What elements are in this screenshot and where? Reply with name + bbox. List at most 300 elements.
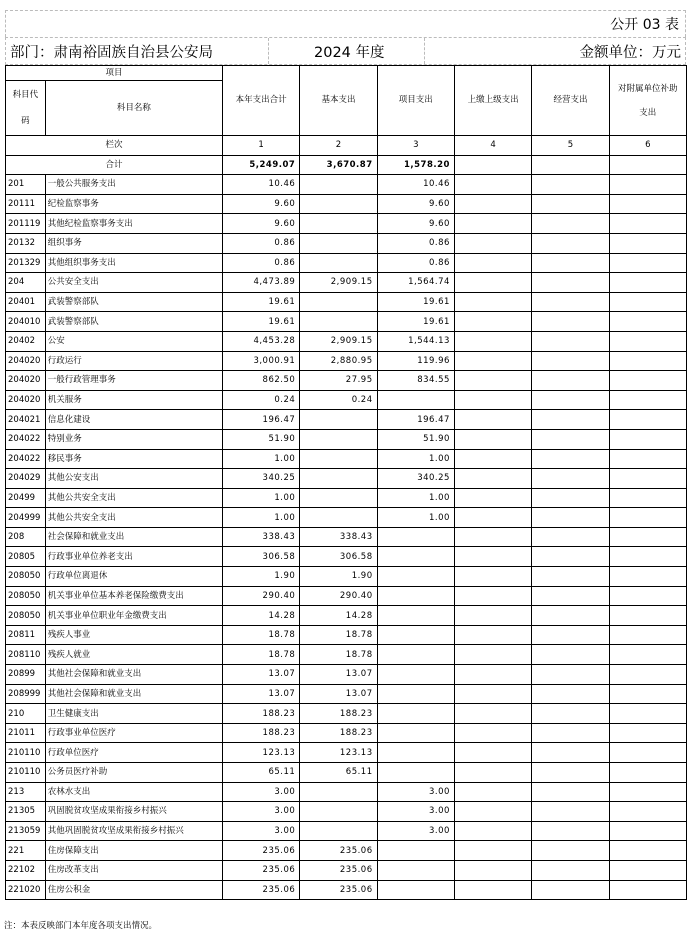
table-row bbox=[6, 880, 687, 900]
row-superior bbox=[454, 743, 531, 763]
row-subsidy bbox=[609, 469, 686, 489]
row-total: 235.06 bbox=[222, 880, 299, 900]
row-business bbox=[532, 488, 609, 508]
subject-code: 201329 bbox=[6, 253, 46, 273]
subject-name: 其他组织事务支出 bbox=[45, 253, 222, 273]
row-superior bbox=[454, 763, 531, 783]
row-total: 18.78 bbox=[222, 645, 299, 665]
header-total: 本年支出合计 bbox=[222, 66, 299, 136]
row-superior bbox=[454, 233, 531, 253]
row-business bbox=[532, 723, 609, 743]
table-row bbox=[6, 312, 687, 332]
row-superior bbox=[454, 312, 531, 332]
row-total: 19.61 bbox=[222, 292, 299, 312]
row-subsidy bbox=[609, 351, 686, 371]
row-subsidy bbox=[609, 645, 686, 665]
subject-code: 204020 bbox=[6, 371, 46, 391]
subject-code: 204999 bbox=[6, 508, 46, 528]
row-total: 196.47 bbox=[222, 410, 299, 430]
row-superior bbox=[454, 194, 531, 214]
row-superior bbox=[454, 469, 531, 489]
row-superior bbox=[454, 645, 531, 665]
row-basic: 188.23 bbox=[300, 723, 377, 743]
table-row bbox=[6, 410, 687, 430]
table-row bbox=[6, 645, 687, 665]
row-business bbox=[532, 841, 609, 861]
row-subsidy bbox=[609, 841, 686, 861]
row-basic bbox=[300, 488, 377, 508]
row-project bbox=[377, 547, 454, 567]
row-basic bbox=[300, 175, 377, 195]
subject-name: 一般公共服务支出 bbox=[45, 175, 222, 195]
row-total: 1.00 bbox=[222, 449, 299, 469]
table-row bbox=[6, 449, 687, 469]
row-project: 1,564.74 bbox=[377, 273, 454, 293]
row-superior bbox=[454, 665, 531, 685]
subject-code: 210110 bbox=[6, 763, 46, 783]
row-superior bbox=[454, 860, 531, 880]
index-cell: 3 bbox=[377, 136, 454, 156]
table-row bbox=[6, 547, 687, 567]
row-business bbox=[532, 743, 609, 763]
subject-name: 其他巩固脱贫攻坚成果衔接乡村振兴 bbox=[45, 821, 222, 841]
subject-name: 其他公共安全支出 bbox=[45, 488, 222, 508]
subject-code: 20111 bbox=[6, 194, 46, 214]
row-superior bbox=[454, 292, 531, 312]
expenditure-table bbox=[5, 65, 687, 900]
row-basic: 2,909.15 bbox=[300, 331, 377, 351]
subject-code: 204010 bbox=[6, 312, 46, 332]
subject-code: 208999 bbox=[6, 684, 46, 704]
row-project bbox=[377, 763, 454, 783]
subject-code: 210 bbox=[6, 704, 46, 724]
row-subsidy bbox=[609, 410, 686, 430]
row-basic: 188.23 bbox=[300, 704, 377, 724]
header-project-expenditure: 项目支出 bbox=[377, 66, 454, 136]
row-business bbox=[532, 233, 609, 253]
table-row bbox=[6, 351, 687, 371]
subject-code: 213 bbox=[6, 782, 46, 802]
subject-code: 204020 bbox=[6, 390, 46, 410]
header-code-line2: 码 bbox=[21, 116, 30, 126]
row-total: 4,453.28 bbox=[222, 331, 299, 351]
table-row bbox=[6, 488, 687, 508]
row-subsidy bbox=[609, 527, 686, 547]
subject-name: 纪检监察事务 bbox=[45, 194, 222, 214]
row-superior bbox=[454, 606, 531, 626]
row-basic: 13.07 bbox=[300, 684, 377, 704]
row-total: 235.06 bbox=[222, 860, 299, 880]
row-business bbox=[532, 684, 609, 704]
row-subsidy bbox=[609, 723, 686, 743]
row-subsidy bbox=[609, 704, 686, 724]
table-row bbox=[6, 743, 687, 763]
row-basic bbox=[300, 410, 377, 430]
subject-code: 208050 bbox=[6, 586, 46, 606]
subject-name: 武装警察部队 bbox=[45, 312, 222, 332]
row-subsidy bbox=[609, 253, 686, 273]
row-superior bbox=[454, 880, 531, 900]
subject-name: 行政事业单位医疗 bbox=[45, 723, 222, 743]
header-subsidy-line2: 支出 bbox=[639, 107, 657, 118]
row-project: 119.96 bbox=[377, 351, 454, 371]
row-basic bbox=[300, 233, 377, 253]
row-subsidy bbox=[609, 449, 686, 469]
row-total: 0.86 bbox=[222, 233, 299, 253]
row-subsidy bbox=[609, 625, 686, 645]
row-total: 123.13 bbox=[222, 743, 299, 763]
row-superior bbox=[454, 331, 531, 351]
row-subsidy bbox=[609, 860, 686, 880]
subject-name: 残疾人就业 bbox=[45, 645, 222, 665]
row-subsidy bbox=[609, 782, 686, 802]
row-business bbox=[532, 214, 609, 234]
row-business bbox=[532, 331, 609, 351]
row-project: 3.00 bbox=[377, 821, 454, 841]
header-subsidy-line1: 对附属单位补助 bbox=[618, 83, 678, 94]
row-superior bbox=[454, 214, 531, 234]
table-row bbox=[6, 841, 687, 861]
row-basic: 338.43 bbox=[300, 527, 377, 547]
header-business: 经营支出 bbox=[532, 66, 609, 136]
row-business bbox=[532, 292, 609, 312]
row-business bbox=[532, 351, 609, 371]
row-superior bbox=[454, 841, 531, 861]
row-business bbox=[532, 625, 609, 645]
subject-name: 公务员医疗补助 bbox=[45, 763, 222, 783]
row-basic: 65.11 bbox=[300, 763, 377, 783]
row-basic bbox=[300, 821, 377, 841]
subject-name: 巩固脱贫攻坚成果衔接乡村振兴 bbox=[45, 802, 222, 822]
table-row bbox=[6, 429, 687, 449]
row-subsidy bbox=[609, 371, 686, 391]
row-superior bbox=[454, 508, 531, 528]
subject-code: 204022 bbox=[6, 429, 46, 449]
table-row bbox=[6, 175, 687, 195]
index-cell: 6 bbox=[609, 136, 686, 156]
row-total: 3,000.91 bbox=[222, 351, 299, 371]
row-basic bbox=[300, 469, 377, 489]
table-row bbox=[6, 625, 687, 645]
row-basic: 235.06 bbox=[300, 860, 377, 880]
subject-name: 机关服务 bbox=[45, 390, 222, 410]
table-row bbox=[6, 253, 687, 273]
row-business bbox=[532, 194, 609, 214]
subject-code: 204021 bbox=[6, 410, 46, 430]
subject-name: 其他纪检监察事务支出 bbox=[45, 214, 222, 234]
row-subsidy bbox=[609, 586, 686, 606]
total-subsidy bbox=[609, 155, 686, 175]
table-row bbox=[6, 802, 687, 822]
report-page bbox=[5, 10, 686, 900]
row-subsidy bbox=[609, 273, 686, 293]
total-project: 1,578.20 bbox=[377, 155, 454, 175]
row-basic: 14.28 bbox=[300, 606, 377, 626]
row-total: 340.25 bbox=[222, 469, 299, 489]
row-business bbox=[532, 312, 609, 332]
row-total: 306.58 bbox=[222, 547, 299, 567]
row-business bbox=[532, 390, 609, 410]
row-business bbox=[532, 371, 609, 391]
row-subsidy bbox=[609, 880, 686, 900]
row-business bbox=[532, 273, 609, 293]
row-subsidy bbox=[609, 194, 686, 214]
row-business bbox=[532, 763, 609, 783]
row-basic: 2,880.95 bbox=[300, 351, 377, 371]
row-project bbox=[377, 704, 454, 724]
table-row bbox=[6, 233, 687, 253]
row-superior bbox=[454, 802, 531, 822]
row-basic bbox=[300, 253, 377, 273]
total-superior bbox=[454, 155, 531, 175]
row-total: 9.60 bbox=[222, 214, 299, 234]
table-row bbox=[6, 723, 687, 743]
row-business bbox=[532, 508, 609, 528]
row-project: 0.86 bbox=[377, 253, 454, 273]
index-label: 栏次 bbox=[6, 136, 223, 156]
total-basic: 3,670.87 bbox=[300, 155, 377, 175]
row-total: 10.46 bbox=[222, 175, 299, 195]
table-row bbox=[6, 586, 687, 606]
row-total: 51.90 bbox=[222, 429, 299, 449]
row-project bbox=[377, 665, 454, 685]
row-subsidy bbox=[609, 331, 686, 351]
row-business bbox=[532, 253, 609, 273]
row-superior bbox=[454, 273, 531, 293]
row-total: 13.07 bbox=[222, 684, 299, 704]
index-cell: 1 bbox=[222, 136, 299, 156]
row-total: 13.07 bbox=[222, 665, 299, 685]
table-row bbox=[6, 273, 687, 293]
row-project: 1.00 bbox=[377, 488, 454, 508]
row-business bbox=[532, 880, 609, 900]
row-subsidy bbox=[609, 547, 686, 567]
row-subsidy bbox=[609, 802, 686, 822]
row-business bbox=[532, 665, 609, 685]
row-project: 0.86 bbox=[377, 233, 454, 253]
row-business bbox=[532, 645, 609, 665]
row-total: 4,473.89 bbox=[222, 273, 299, 293]
row-basic bbox=[300, 508, 377, 528]
subject-code: 201119 bbox=[6, 214, 46, 234]
row-superior bbox=[454, 625, 531, 645]
row-basic: 290.40 bbox=[300, 586, 377, 606]
row-subsidy bbox=[609, 567, 686, 587]
total-business bbox=[532, 155, 609, 175]
row-total: 9.60 bbox=[222, 194, 299, 214]
subject-name: 社会保障和就业支出 bbox=[45, 527, 222, 547]
row-total: 290.40 bbox=[222, 586, 299, 606]
table-row bbox=[6, 821, 687, 841]
table-row bbox=[6, 331, 687, 351]
subject-name: 信息化建设 bbox=[45, 410, 222, 430]
subject-code: 204 bbox=[6, 273, 46, 293]
row-total: 3.00 bbox=[222, 821, 299, 841]
row-basic: 123.13 bbox=[300, 743, 377, 763]
total-row bbox=[6, 155, 687, 175]
row-superior bbox=[454, 488, 531, 508]
row-subsidy bbox=[609, 175, 686, 195]
row-total: 862.50 bbox=[222, 371, 299, 391]
subject-code: 208 bbox=[6, 527, 46, 547]
row-subsidy bbox=[609, 312, 686, 332]
subject-code: 22102 bbox=[6, 860, 46, 880]
row-superior bbox=[454, 821, 531, 841]
header-code-line1: 科目代 bbox=[12, 90, 39, 100]
row-subsidy bbox=[609, 821, 686, 841]
row-basic: 27.95 bbox=[300, 371, 377, 391]
header-project: 项目 bbox=[6, 66, 223, 81]
row-project bbox=[377, 606, 454, 626]
subject-code: 208050 bbox=[6, 606, 46, 626]
subject-name: 机关事业单位职业年金缴费支出 bbox=[45, 606, 222, 626]
row-subsidy bbox=[609, 606, 686, 626]
subject-code: 20811 bbox=[6, 625, 46, 645]
subject-code: 21011 bbox=[6, 723, 46, 743]
table-row bbox=[6, 782, 687, 802]
row-subsidy bbox=[609, 665, 686, 685]
row-business bbox=[532, 429, 609, 449]
row-project bbox=[377, 743, 454, 763]
row-superior bbox=[454, 351, 531, 371]
row-business bbox=[532, 821, 609, 841]
index-cell: 5 bbox=[532, 136, 609, 156]
row-business bbox=[532, 567, 609, 587]
row-subsidy bbox=[609, 763, 686, 783]
row-superior bbox=[454, 704, 531, 724]
row-business bbox=[532, 802, 609, 822]
subject-name: 移民事务 bbox=[45, 449, 222, 469]
row-basic: 306.58 bbox=[300, 547, 377, 567]
subject-code: 201 bbox=[6, 175, 46, 195]
row-project: 10.46 bbox=[377, 175, 454, 195]
row-superior bbox=[454, 371, 531, 391]
subject-code: 204029 bbox=[6, 469, 46, 489]
table-row bbox=[6, 371, 687, 391]
subject-name: 其他公安支出 bbox=[45, 469, 222, 489]
row-subsidy bbox=[609, 684, 686, 704]
row-basic bbox=[300, 214, 377, 234]
table-row bbox=[6, 684, 687, 704]
row-business bbox=[532, 469, 609, 489]
row-total: 338.43 bbox=[222, 527, 299, 547]
row-subsidy bbox=[609, 488, 686, 508]
header-basic: 基本支出 bbox=[300, 66, 377, 136]
subject-code: 204022 bbox=[6, 449, 46, 469]
table-row bbox=[6, 860, 687, 880]
subject-code: 221020 bbox=[6, 880, 46, 900]
row-project: 19.61 bbox=[377, 312, 454, 332]
row-subsidy bbox=[609, 429, 686, 449]
table-row bbox=[6, 704, 687, 724]
row-basic bbox=[300, 194, 377, 214]
row-project: 3.00 bbox=[377, 802, 454, 822]
subject-name: 行政运行 bbox=[45, 351, 222, 371]
row-project: 3.00 bbox=[377, 782, 454, 802]
row-project: 1.00 bbox=[377, 449, 454, 469]
row-total: 188.23 bbox=[222, 723, 299, 743]
row-superior bbox=[454, 410, 531, 430]
department-label: 部门：肃南裕固族自治县公安局 bbox=[10, 45, 213, 61]
row-business bbox=[532, 175, 609, 195]
row-total: 188.23 bbox=[222, 704, 299, 724]
row-business bbox=[532, 704, 609, 724]
subject-name: 卫生健康支出 bbox=[45, 704, 222, 724]
subject-code: 20401 bbox=[6, 292, 46, 312]
table-row bbox=[6, 194, 687, 214]
row-basic: 235.06 bbox=[300, 841, 377, 861]
row-basic: 18.78 bbox=[300, 645, 377, 665]
form-number-bar bbox=[5, 10, 686, 37]
header-name: 科目名称 bbox=[45, 81, 222, 136]
table-row bbox=[6, 606, 687, 626]
index-cell: 4 bbox=[454, 136, 531, 156]
row-total: 65.11 bbox=[222, 763, 299, 783]
row-basic bbox=[300, 802, 377, 822]
row-superior bbox=[454, 723, 531, 743]
subject-code: 20899 bbox=[6, 665, 46, 685]
row-project bbox=[377, 567, 454, 587]
row-total: 1.00 bbox=[222, 508, 299, 528]
row-project bbox=[377, 723, 454, 743]
row-superior bbox=[454, 782, 531, 802]
row-superior bbox=[454, 429, 531, 449]
row-superior bbox=[454, 567, 531, 587]
row-total: 18.78 bbox=[222, 625, 299, 645]
row-total: 19.61 bbox=[222, 312, 299, 332]
row-business bbox=[532, 606, 609, 626]
subject-name: 行政单位医疗 bbox=[45, 743, 222, 763]
table-row bbox=[6, 763, 687, 783]
row-business bbox=[532, 547, 609, 567]
row-basic: 235.06 bbox=[300, 880, 377, 900]
subject-name: 其他社会保障和就业支出 bbox=[45, 665, 222, 685]
header-superior: 上缴上级支出 bbox=[454, 66, 531, 136]
fiscal-year: 2024 年度 bbox=[314, 45, 385, 61]
row-project: 340.25 bbox=[377, 469, 454, 489]
row-superior bbox=[454, 449, 531, 469]
row-subsidy bbox=[609, 214, 686, 234]
total-label: 合计 bbox=[6, 155, 223, 175]
subject-name: 组织事务 bbox=[45, 233, 222, 253]
row-business bbox=[532, 527, 609, 547]
subject-code: 208050 bbox=[6, 567, 46, 587]
row-basic: 1.90 bbox=[300, 567, 377, 587]
amount-unit: 金额单位：万元 bbox=[579, 45, 681, 61]
row-project bbox=[377, 645, 454, 665]
row-basic bbox=[300, 429, 377, 449]
table-row bbox=[6, 527, 687, 547]
subject-name: 农林水支出 bbox=[45, 782, 222, 802]
report-header bbox=[5, 37, 686, 65]
row-business bbox=[532, 410, 609, 430]
table-row bbox=[6, 390, 687, 410]
row-superior bbox=[454, 390, 531, 410]
form-number: 公开 03 表 bbox=[610, 17, 679, 33]
subject-name: 特别业务 bbox=[45, 429, 222, 449]
subject-name: 公共安全支出 bbox=[45, 273, 222, 293]
index-cell: 2 bbox=[300, 136, 377, 156]
row-project: 1,544.13 bbox=[377, 331, 454, 351]
row-basic bbox=[300, 312, 377, 332]
row-project: 9.60 bbox=[377, 214, 454, 234]
row-total: 14.28 bbox=[222, 606, 299, 626]
row-project bbox=[377, 684, 454, 704]
row-project bbox=[377, 860, 454, 880]
row-subsidy bbox=[609, 292, 686, 312]
table-row bbox=[6, 567, 687, 587]
subject-name: 其他公共安全支出 bbox=[45, 508, 222, 528]
